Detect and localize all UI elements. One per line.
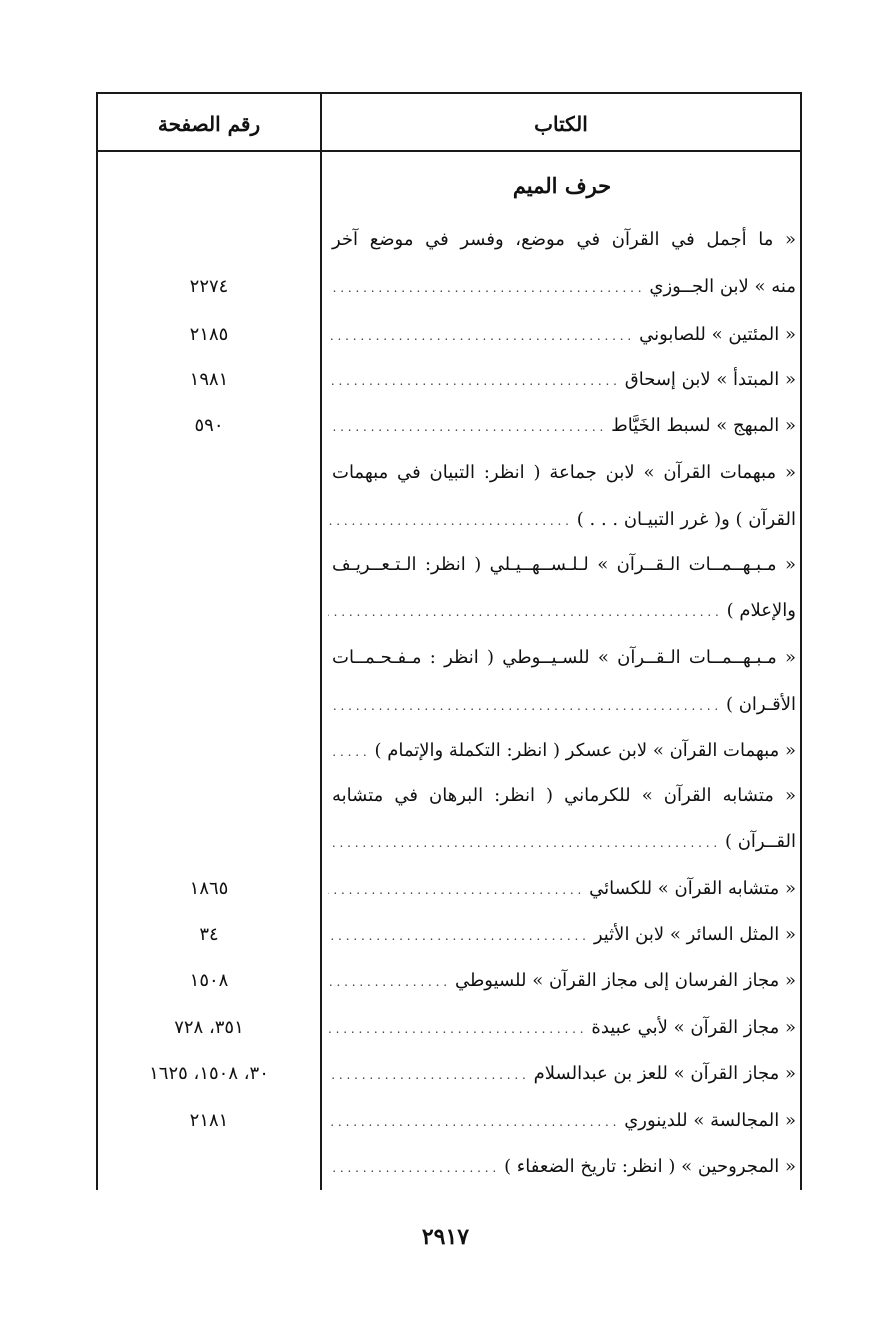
page-number: ٥٩٠	[194, 415, 224, 436]
list-item: « المجالسة » للدينوري . . .	[328, 1104, 796, 1138]
list-item: « المجروحين » ( انظر: تاريخ الضعفاء ) . . .	[328, 1150, 796, 1184]
page-number: ١٩٨١	[189, 369, 229, 390]
list-item: « مـبـهــمــات الـقــرآن » للسـيــوطي ( انظر : مـفـحـمــات	[328, 641, 796, 675]
list-item: « مجاز الفرسان إلى مجاز القرآن » للسيوطي . . .	[328, 964, 796, 998]
page-number	[100, 641, 318, 675]
page-number: ٢٢٧٤	[189, 276, 229, 297]
list-item: « متشابه القرآن » للكرماني ( انظر: البرهان في متشابه	[328, 779, 796, 813]
list-item: « متشابه القرآن » للكسائي . . .	[328, 872, 796, 906]
page-number: ٣٥١، ٧٢٨	[174, 1017, 244, 1038]
list-item: « مبهمات القرآن » لابن جماعة ( انظر: التبيان في مبهمات	[328, 456, 796, 490]
list-item: « المبتدأ » لابن إسحاق . . .	[328, 363, 796, 397]
page-number: ١٥٠٨	[189, 970, 229, 991]
list-item: « ما أجمل في القرآن في موضع، وفسر في موضع آخر	[328, 223, 796, 257]
list-item: « مجاز القرآن » لأبي عبيدة . . .	[328, 1011, 796, 1045]
list-item: « مجاز القرآن » للعز بن عبدالسلام . . .	[328, 1057, 796, 1091]
list-item: والإعلام ) . . .	[328, 594, 796, 628]
list-item: « المثل السائر » لابن الأثير . . .	[328, 918, 796, 952]
page-number	[100, 1150, 318, 1184]
page-number: ٢١٨١	[189, 1110, 229, 1131]
page-number: ٣٤	[199, 924, 219, 945]
page-number	[100, 503, 318, 537]
section-title: حرف الميم	[512, 173, 612, 198]
page-number	[100, 688, 318, 722]
list-item: « المئتين » للصابوني . . .	[328, 318, 796, 352]
page-number	[100, 223, 318, 257]
list-item: القــرآن ) . . .	[328, 825, 796, 859]
page-number	[100, 548, 318, 582]
folio-page-number: ٢٩١٧	[421, 1224, 470, 1250]
list-item: « المبهج » لسبط الخَيَّاط . . .	[328, 409, 796, 443]
list-item: القرآن ) و( غرر التبيـان . . . ) . . .	[328, 503, 796, 537]
page-number: ٢١٨٥	[189, 324, 229, 345]
page-number	[100, 825, 318, 859]
header-divider	[96, 150, 802, 152]
column-divider	[320, 92, 322, 1190]
list-item: الأقـران ) . . .	[328, 688, 796, 722]
page-number	[100, 456, 318, 490]
page-number: ١٨٦٥	[189, 878, 229, 899]
page-number: ٣٠، ١٥٠٨، ١٦٢٥	[149, 1063, 269, 1084]
column-header-page-number: رقم الصفحة	[157, 112, 261, 136]
column-header-book: الكتاب	[534, 112, 588, 136]
page-number	[100, 734, 318, 768]
page-number	[100, 779, 318, 813]
list-item: منه » لابن الجــوزي . . .	[328, 270, 796, 304]
page-number	[100, 594, 318, 628]
list-item: « مـبـهــمــات الـقــرآن » لـلـســهــيـلي ( انظر: الـتـعــريـف	[328, 548, 796, 582]
list-item: « مبهمات القرآن » لابن عسكر ( انظر: التكملة والإتمام ) . . .	[328, 734, 796, 768]
